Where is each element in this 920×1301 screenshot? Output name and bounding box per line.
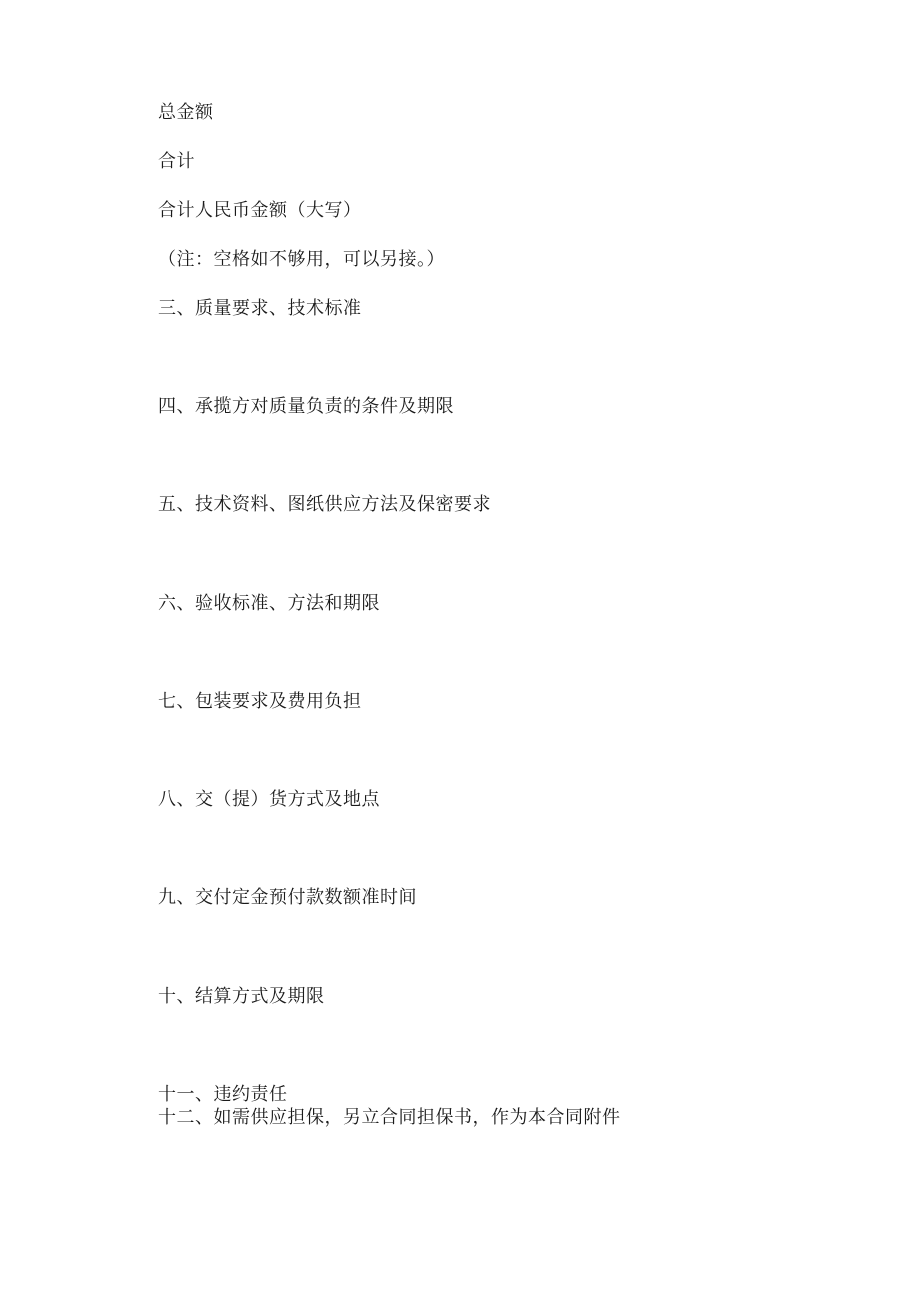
total-amount-label: 总金额 bbox=[158, 102, 214, 123]
section-10-heading: 十、结算方式及期限 bbox=[158, 986, 325, 1007]
section-7-heading: 七、包装要求及费用负担 bbox=[158, 691, 362, 712]
section-3-heading: 三、质量要求、技术标准 bbox=[158, 298, 362, 319]
section-6-heading: 六、验收标准、方法和期限 bbox=[158, 593, 380, 614]
section-4-heading: 四、承揽方对质量负责的条件及期限 bbox=[158, 396, 454, 417]
subtotal-label: 合计 bbox=[158, 151, 195, 172]
note-text: （注：空格如不够用，可以另接。） bbox=[158, 249, 445, 270]
section-5-heading: 五、技术资料、图纸供应方法及保密要求 bbox=[158, 494, 491, 515]
section-9-heading: 九、交付定金预付款数额准时间 bbox=[158, 887, 417, 908]
section-11-heading: 十一、违约责任 bbox=[158, 1084, 288, 1105]
section-8-heading: 八、交（提）货方式及地点 bbox=[158, 789, 380, 810]
total-rmb-uppercase-label: 合计人民币金额（大写） bbox=[158, 200, 362, 221]
section-12-heading: 十二、如需供应担保，另立合同担保书，作为本合同附件 bbox=[158, 1107, 621, 1128]
